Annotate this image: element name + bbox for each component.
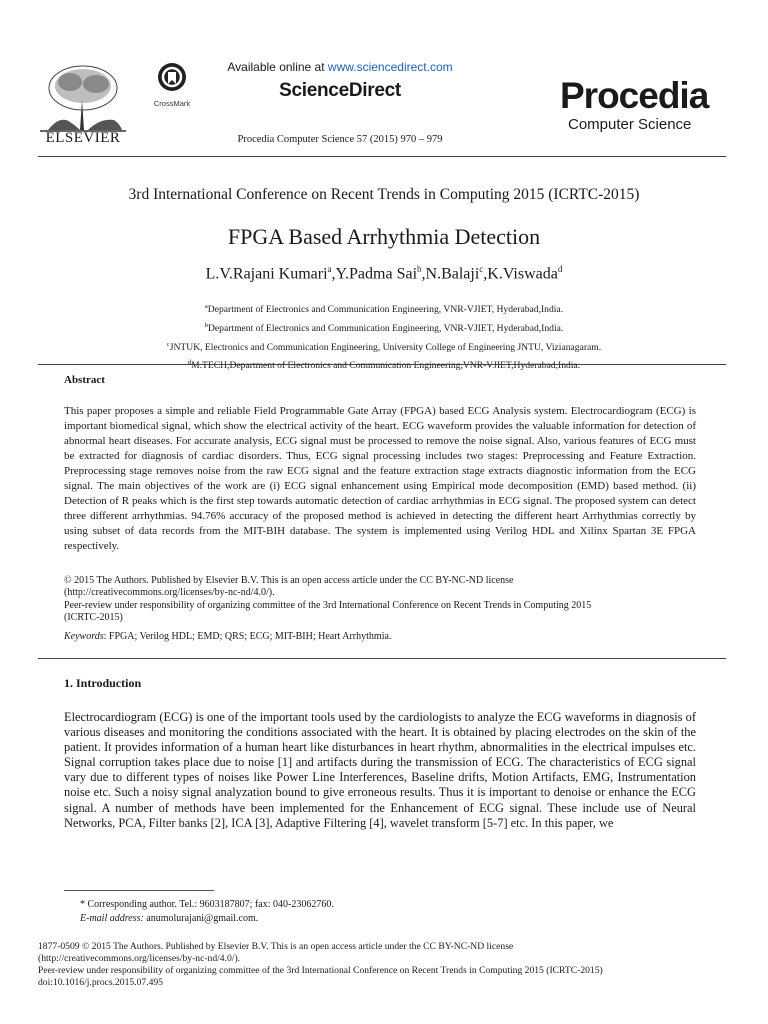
sciencedirect-wordmark: ScienceDirect <box>279 80 401 101</box>
conference-name: 3rd International Conference on Recent Trends in Computing 2015 (ICRTC-2015) <box>128 186 640 203</box>
author-mark: d <box>557 264 563 274</box>
affiliation-mark: c <box>166 340 170 348</box>
author-name: K.Viswada <box>487 265 558 283</box>
doi-line[interactable]: doi:10.1016/j.procs.2015.07.495 <box>38 976 163 988</box>
procedia-wordmark: Procedia <box>560 75 709 116</box>
author-separator: , <box>331 265 336 283</box>
affiliation-mark: b <box>204 321 208 329</box>
crossmark-label: CrossMark <box>153 99 191 108</box>
sciencedirect-link[interactable]: www.sciencedirect.com <box>327 60 453 74</box>
footnote-divider <box>64 890 214 891</box>
paper-title: FPGA Based Arrhythmia Detection <box>227 224 541 249</box>
journal-citation: Procedia Computer Science 57 (2015) 970 – 979 <box>237 134 443 145</box>
affiliation-mark: d <box>187 359 192 367</box>
header-divider <box>38 156 726 157</box>
abstract-text: This paper proposes a simple and reliable Field Programmable Gate Array (FPGA) based ECG Analysis system. Electrocardiogram (ECG) is important biomedical signal, which show the electrical activity of the heart. ECG waveform provides the valuable information for detection of abnormal heart diseases. For accurate analysis, ECG signal must be processed to remove the noise signal. Also, various features of ECG must be extracted for diagnosis of cardiac disorders. Thus, ECG signal processing includes two stages: Preprocessing and Feature Extraction. Preprocessing stage removes noise from the raw ECG signal and the feature extraction stage extracts diagnostic information from the ECG signal. The main objectives of the work are (i) ECG signal enhancement using Empirical mode decomposition (EMD) based method. (ii) Detection of R peaks which is the first step towards automatic detection of cardiac arrhythmias in ECG signal. The proposed system can detect three different arrhythmias. 94.76% accuracy of the proposed method is achieved in detecting the different heart Arrhythmias correctly by using subset of data records from the MIT-BIH database. The system is implemented using Verilog HDL and Xilinx Spartan 3E FPGA respectively. <box>64 405 696 552</box>
affiliation-text: JNTUK, Electronics and Communication Engineering, University College of Engineering JNTU, Vizianagaram. <box>169 341 602 353</box>
procedia-subtitle: Computer Science <box>568 116 692 133</box>
copyright-line: © 2015 The Authors. Published by Elsevier B.V. This is an open access article under the CC BY-NC-ND license <box>64 575 514 586</box>
author-name: Y.Padma Sai <box>335 265 418 283</box>
issn-line: 1877-0509 © 2015 The Authors. Published by Elsevier B.V. This is an open access article under the CC BY-NC-ND license <box>38 941 514 952</box>
affiliations <box>40 299 728 374</box>
author-separator: , <box>421 265 426 283</box>
affiliation-mark: a <box>204 303 208 310</box>
affiliation-line <box>40 337 728 356</box>
license-link-bottom[interactable]: (http://creativecommons.org/licenses/by-nc-nd/4.0/). <box>38 952 241 964</box>
peer-review-line: Peer-review under responsibility of organizing committee of the 3rd International Conference on Recent Trends in Computing 2015 (ICRTC-2015) <box>38 964 603 976</box>
footnote <box>80 898 334 926</box>
email-label: E-mail address: <box>80 913 144 924</box>
crossmark-badge[interactable] <box>150 62 194 110</box>
affiliation-line <box>40 318 728 337</box>
publisher-name: ELSEVIER <box>45 130 121 146</box>
author-name: L.V.Rajani Kumari <box>205 265 328 283</box>
crossmark-icon <box>157 62 187 92</box>
section-heading-introduction: 1. Introduction <box>64 676 142 690</box>
copyright-line: Peer-review under responsibility of organizing committee of the 3rd International Conference on Recent Trends in Computing 2015 <box>64 599 592 611</box>
affiliation-line <box>40 299 728 318</box>
affiliation-text: M.TECH,Department of Electronics and Communication Engineering,VNR-VJIET,Hyderabad,India. <box>191 360 581 372</box>
author-name: N.Balaji <box>425 265 480 283</box>
author-mark: c <box>479 264 484 274</box>
keywords-divider <box>38 658 726 659</box>
author-mark: a <box>327 264 332 274</box>
keywords-label: Keywords <box>64 631 104 642</box>
email-line <box>80 912 334 926</box>
affiliation-text: Department of Electronics and Communication Engineering, VNR-VJIET, Hyderabad,India. <box>207 322 564 334</box>
keywords <box>64 631 704 642</box>
license-link[interactable]: (http://creativecommons.org/licenses/by-nc-nd/4.0/). <box>64 587 275 599</box>
elsevier-tree-logo <box>40 60 126 134</box>
abstract-heading: Abstract <box>64 374 105 386</box>
author-mark: b <box>417 264 422 274</box>
available-prefix: Available online at <box>227 60 328 74</box>
bottom-notice <box>38 941 738 989</box>
author-separator: , <box>483 265 488 283</box>
affiliation-text: Department of Electronics and Communication Engineering, VNR-VJIET, Hyderabad,India. <box>207 304 564 316</box>
introduction-text: Electrocardiogram (ECG) is one of the important tools used by the cardiologists to analyze the ECG waveforms in diagnosis of various diseases and monitoring the conditions associated with the heart. It is obtained by placing electrodes on the skin of the patient. It provides information of a human heart like disturbances in heart rhythm, abnormalities in the electrical impulses etc. Signal corruption takes place due to noise [1] and artifacts during the transmission of ECG. The characteristics of ECG signal vary due to different types of noises like Power Line Interferences, Baseline drifts, Motion Artifacts, EMG, Instrumentation noise etc. Such a noisy signal analyzation bound to give erroneous results. Thus it is important to denoise or enhance the ECG signal. A number of methods have been implemented for the Enhancement of ECG signal. These include use of Neural Networks, PCA, Filter banks [2], ICA [3], Adaptive Filtering [4], wavelet transform [5-7] etc. In this paper, we <box>64 710 696 830</box>
author-list <box>40 264 728 283</box>
abstract-divider <box>38 364 726 365</box>
corresponding-author: * Corresponding author. Tel.: 9603187807; fax: 040-23062760. <box>80 899 334 910</box>
available-online-line <box>200 60 480 74</box>
copyright-line: (ICRTC-2015) <box>64 612 123 624</box>
keywords-list: : FPGA; Verilog HDL; EMD; QRS; ECG; MIT-BIH; Heart Arrhythmia. <box>103 631 392 642</box>
copyright-notice <box>64 575 704 625</box>
email-address[interactable]: anumolurajani@gmail.com. <box>143 913 259 924</box>
